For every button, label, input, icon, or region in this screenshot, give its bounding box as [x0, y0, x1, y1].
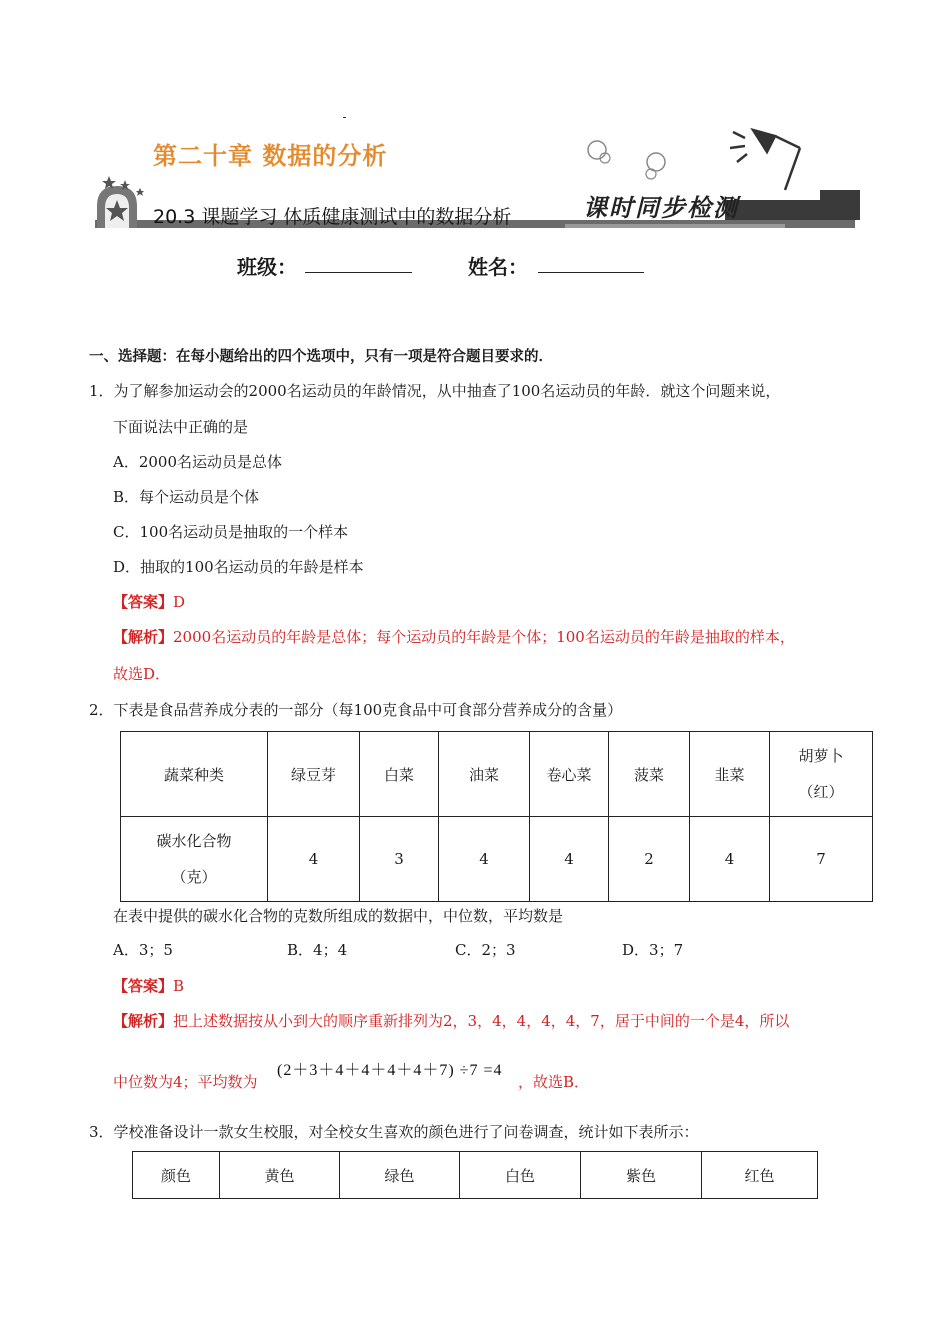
color-table [132, 1151, 818, 1199]
q1-analysis-line2: 故选D． [113, 665, 171, 683]
table-row [133, 1152, 818, 1199]
nutrition-table [120, 731, 873, 902]
table-cell: 4 [530, 817, 609, 902]
row-label-line2: （克） [171, 868, 217, 886]
q2-option-a: A．3；5 [113, 941, 173, 959]
row-label-line1: 碳水化合物 [156, 832, 232, 850]
q1-analysis-text: 2000名运动员的年龄是总体；每个运动员的年龄是个体；100名运动员的年龄是抽取的样本， [173, 628, 795, 646]
q1-answer [113, 591, 185, 613]
q2-answer [113, 975, 184, 997]
table-cell: 黄色 [220, 1152, 340, 1199]
class-field[interactable] [305, 252, 412, 273]
table-cell: 绿色 [340, 1152, 460, 1199]
table-header-cell: 菠菜 [609, 732, 690, 817]
q2-analysis-text: 把上述数据按从小到大的顺序重新排列为2，3，4，4，4，4，7，居于中间的一个是4，所以 [173, 1012, 790, 1030]
table-header-cell: 蔬菜种类 [121, 732, 268, 817]
table-cell: 红色 [702, 1152, 818, 1199]
q2-option-d: D．3；7 [622, 941, 684, 959]
class-label: 班级： [237, 255, 297, 279]
table-cell: 颜色 [133, 1152, 220, 1199]
table-cell: 白色 [460, 1152, 581, 1199]
table-cell: 4 [690, 817, 770, 902]
table-header-line2: （红） [798, 783, 844, 801]
table-cell: 紫色 [581, 1152, 702, 1199]
table-row [121, 732, 873, 817]
q2-answer-value: B [173, 977, 185, 995]
q2-analysis-line1 [113, 1010, 789, 1032]
table-header-cell: 韭菜 [690, 732, 770, 817]
table-header-cell: 油菜 [439, 732, 530, 817]
table-header-cell: 卷心菜 [530, 732, 609, 817]
table-cell: 7 [770, 817, 873, 902]
q1-stem-line2: 下面说法中正确的是 [113, 418, 249, 436]
q1-answer-value: D [173, 593, 186, 611]
q1-answer-tag: 【答案】 [113, 593, 174, 611]
chapter-title: 第二十章 数据的分析 [153, 142, 388, 170]
table-header-line1: 胡萝卜 [798, 747, 844, 765]
q3-stem: 3．学校准备设计一款女生校服，对全校女生喜欢的颜色进行了问卷调查，统计如下表所示： [89, 1123, 699, 1141]
table-cell: 2 [609, 817, 690, 902]
name-field[interactable] [538, 252, 644, 273]
section-title: 20.3 课题学习 体质健康测试中的数据分析 [153, 206, 512, 228]
q2-option-c: C．2；3 [455, 941, 516, 959]
q1-option-d: D．抽取的100名运动员的年龄是样本 [113, 558, 364, 576]
q2-question: 在表中提供的碳水化合物的克数所组成的数据中，中位数，平均数是 [113, 907, 564, 925]
q1-analysis-line1 [113, 626, 795, 648]
q1-option-b: B．每个运动员是个体 [113, 488, 260, 506]
table-row [121, 817, 873, 902]
table-header-cell: 白菜 [360, 732, 439, 817]
table-row-label [121, 817, 268, 902]
q1-option-c: C．100名运动员是抽取的一个样本 [113, 523, 349, 541]
table-cell: 4 [268, 817, 360, 902]
q1-option-a: A．2000名运动员是总体 [113, 453, 283, 471]
table-header-cell [770, 732, 873, 817]
q2-analysis-line2-post: ，故选B． [518, 1073, 590, 1091]
q2-analysis-line2-pre: 中位数为4；平均数为 [113, 1073, 258, 1091]
q2-option-b: B．4；4 [287, 941, 348, 959]
q2-analysis-tag: 【解析】 [113, 1012, 174, 1030]
q2-formula: (2＋3＋4＋4＋4＋4＋7) ÷7 =4 [277, 1062, 503, 1079]
q1-stem-line1: 1．为了解参加运动会的2000名运动员的年龄情况，从中抽查了100名运动员的年龄．就这个问题来说， [89, 382, 781, 400]
table-cell: 4 [439, 817, 530, 902]
q2-stem: 2．下表是食品营养成分表的一部分（每100克食品中可食部分营养成分的含量） [89, 701, 623, 719]
table-cell: 3 [360, 817, 439, 902]
q2-answer-tag: 【答案】 [113, 977, 174, 995]
section-heading: 一、选择题：在每小题给出的四个选项中，只有一项是符合题目要求的． [89, 349, 553, 365]
q1-analysis-tag: 【解析】 [113, 628, 174, 646]
name-label: 姓名： [468, 255, 528, 279]
lamp-icon [730, 130, 800, 190]
badge-label: 课时同步检测 [583, 194, 739, 222]
table-header-cell: 绿豆芽 [268, 732, 360, 817]
header-dot [343, 117, 346, 118]
